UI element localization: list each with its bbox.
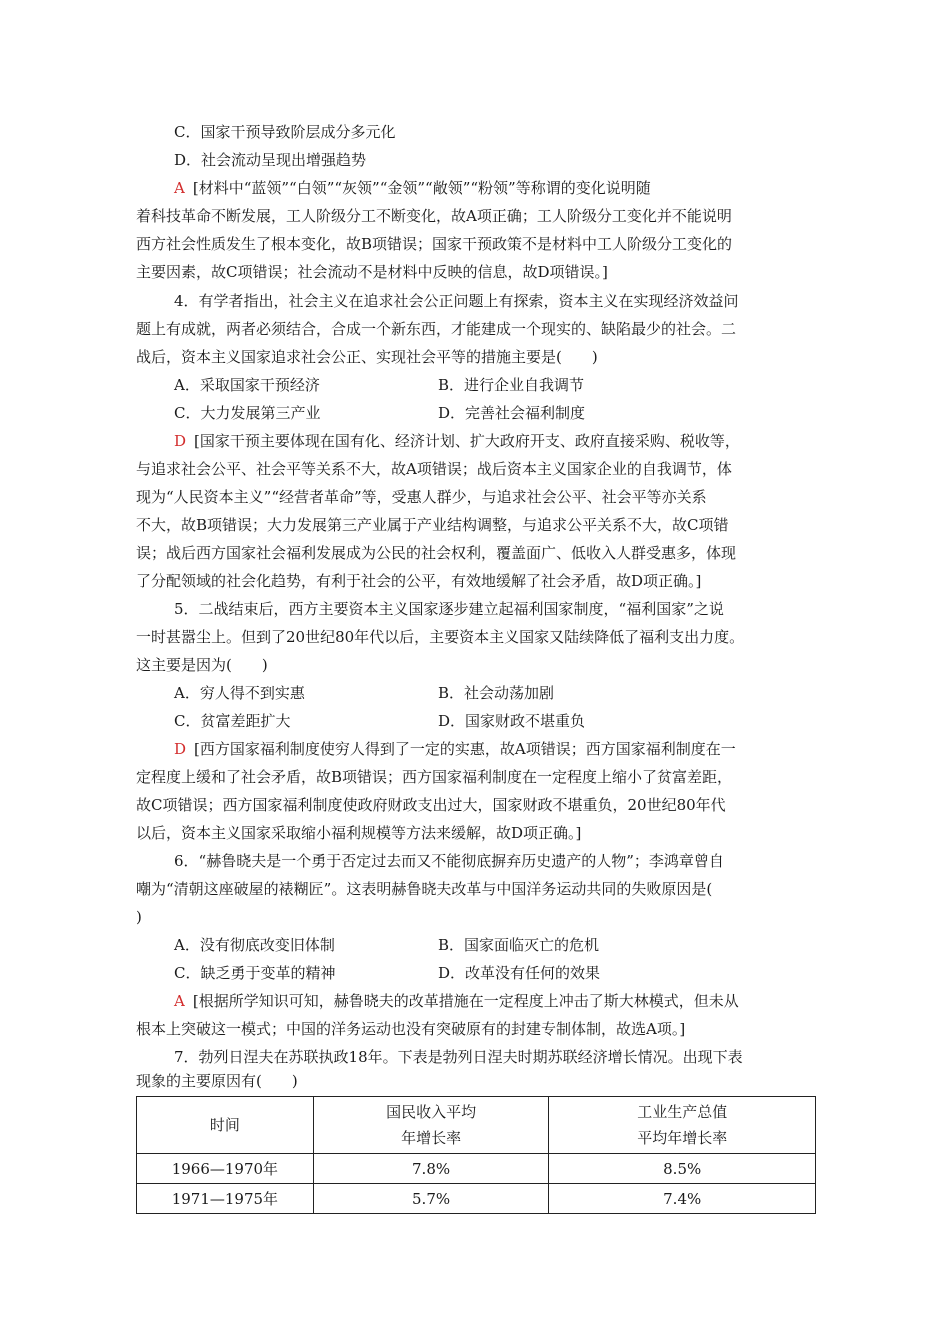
q3-explanation-line-1: A [材料中“蓝领”“白领”“灰领”“金领”“敞领”“粉领”等称谓的变化说明随 — [174, 179, 651, 197]
q4-option-d: D．完善社会福利制度 — [438, 404, 586, 422]
q4-stem-line-1: 4．有学者指出，社会主义在追求社会公正问题上有探索，资本主义在实现经济效益问 — [174, 292, 739, 310]
q5-option-c: C．贫富差距扩大 — [174, 712, 291, 730]
table-cell: 1966—1970年 — [137, 1154, 314, 1184]
q5-explanation-line-3: 故C项错误；西方国家福利制度使政府财政支出过大，国家财政不堪重负，20世纪80年代 — [136, 796, 726, 814]
table-row — [137, 1154, 816, 1184]
q4-explanation-line-1: D [国家干预主要体现在国有化、经济计划、扩大政府开支、政府直接采购、税收等， — [174, 432, 740, 450]
q5-stem-line-1: 5．二战结束后，西方主要资本主义国家逐步建立起福利国家制度，“福利国家”之说 — [174, 600, 724, 618]
q4-option-a: A．采取国家干预经济 — [174, 376, 320, 394]
table-row — [137, 1184, 816, 1214]
table-header-row — [137, 1097, 816, 1154]
q6-stem-line-2: 嘲为“清朝这座破屋的裱糊匠”。这表明赫鲁晓夫改革与中国洋务运动共同的失败原因是( — [136, 880, 713, 898]
table-header-cell: 时间 — [137, 1097, 314, 1154]
q3-option-c: C．国家干预导致阶层成分多元化 — [174, 123, 396, 141]
q5-explanation-line-2: 定程度上缓和了社会矛盾，故B项错误；西方国家福利制度在一定程度上缩小了贫富差距， — [136, 768, 733, 786]
q3-option-d: D．社会流动呈现出增强趋势 — [174, 151, 367, 169]
q5-explanation-line-4: 以后，资本主义国家采取缩小福利规模等方法来缓解，故D项正确。] — [136, 824, 582, 842]
q4-option-c: C．大力发展第三产业 — [174, 404, 321, 422]
q6-option-d: D．改革没有任何的效果 — [438, 964, 601, 982]
q5-explanation-line-1: D [西方国家福利制度使穷人得到了一定的实惠，故A项错误；西方国家福利制度在一 — [174, 740, 736, 758]
table-header-cell: 工业生产总值 平均年增长率 — [549, 1097, 816, 1154]
table-cell: 8.5% — [549, 1154, 816, 1184]
q5-stem-line-3: 这主要是因为( ) — [136, 656, 268, 674]
q4-stem-line-2: 题上有成就，两者必须结合，合成一个新东西，才能建成一个现实的、缺陷最少的社会。二 — [136, 320, 737, 338]
q6-explanation-line-2: 根本上突破这一模式；中国的洋务运动也没有突破原有的封建专制体制，故选A项。] — [136, 1020, 686, 1038]
q4-explanation-line-6: 了分配领域的社会化趋势，有利于社会的公平，有效地缓解了社会矛盾，故D项正确。] — [136, 572, 702, 590]
table-cell: 1971—1975年 — [137, 1184, 314, 1214]
growth-table — [136, 1096, 816, 1214]
q5-option-a: A．穷人得不到实惠 — [174, 684, 305, 702]
q3-explanation-line-2: 着科技革命不断发展，工人阶级分工不断变化，故A项正确；工人阶级分工变化并不能说明 — [136, 207, 732, 225]
q7-stem-line-2: 现象的主要原因有( ) — [136, 1072, 298, 1090]
q5-answer-letter: D — [174, 740, 187, 758]
q7-stem-line-1: 7．勃列日涅夫在苏联执政18年。下表是勃列日涅夫时期苏联经济增长情况。出现下表 — [174, 1048, 743, 1066]
q4-explanation-line-4: 不大，故B项错误；大力发展第三产业属于产业结构调整，与追求公平关系不大，故C项错 — [136, 516, 729, 534]
q6-answer-letter: A — [174, 992, 185, 1010]
q6-explanation-line-1: A [根据所学知识可知，赫鲁晓夫的改革措施在一定程度上冲击了斯大林模式，但未从 — [174, 992, 739, 1010]
q6-option-b: B．国家面临灭亡的危机 — [438, 936, 600, 954]
q4-answer-letter: D — [174, 432, 187, 450]
q5-option-d: D．国家财政不堪重负 — [438, 712, 586, 730]
table-cell: 7.8% — [313, 1154, 549, 1184]
q6-stem-line-1: 6．“赫鲁晓夫是一个勇于否定过去而又不能彻底摒弃历史遗产的人物”；李鸿章曾自 — [174, 852, 724, 870]
q4-explanation-line-3: 现为“人民资本主义”“经营者革命”等，受惠人群少，与追求社会公平、社会平等亦关系 — [136, 488, 707, 506]
table-cell: 5.7% — [313, 1184, 549, 1214]
q6-option-c: C．缺乏勇于变革的精神 — [174, 964, 336, 982]
q3-explanation-line-3: 西方社会性质发生了根本变化，故B项错误；国家干预政策不是材料中工人阶级分工变化的 — [136, 235, 733, 253]
q5-stem-line-2: 一时甚嚣尘上。但到了20世纪80年代以后，主要资本主义国家又陆续降低了福利支出力度。 — [136, 628, 745, 646]
q3-answer-letter: A — [174, 179, 185, 197]
q5-option-b: B．社会动荡加剧 — [438, 684, 555, 702]
q6-option-a: A．没有彻底改变旧体制 — [174, 936, 335, 954]
q4-stem-line-3: 战后，资本主义国家追求社会公正、实现社会平等的措施主要是( ) — [136, 348, 598, 366]
q6-stem-line-3: ) — [136, 908, 142, 926]
q4-explanation-line-2: 与追求社会公平、社会平等关系不大，故A项错误；战后资本主义国家企业的自我调节，体 — [136, 460, 732, 478]
q4-option-b: B．进行企业自我调节 — [438, 376, 585, 394]
table-cell: 7.4% — [549, 1184, 816, 1214]
q4-explanation-line-5: 误；战后西方国家社会福利发展成为公民的社会权利，覆盖面广、低收入人群受惠多，体现 — [136, 544, 737, 562]
table-header-cell: 国民收入平均 年增长率 — [313, 1097, 549, 1154]
q3-explanation-line-4: 主要因素，故C项错误；社会流动不是材料中反映的信息，故D项错误。] — [136, 263, 608, 281]
